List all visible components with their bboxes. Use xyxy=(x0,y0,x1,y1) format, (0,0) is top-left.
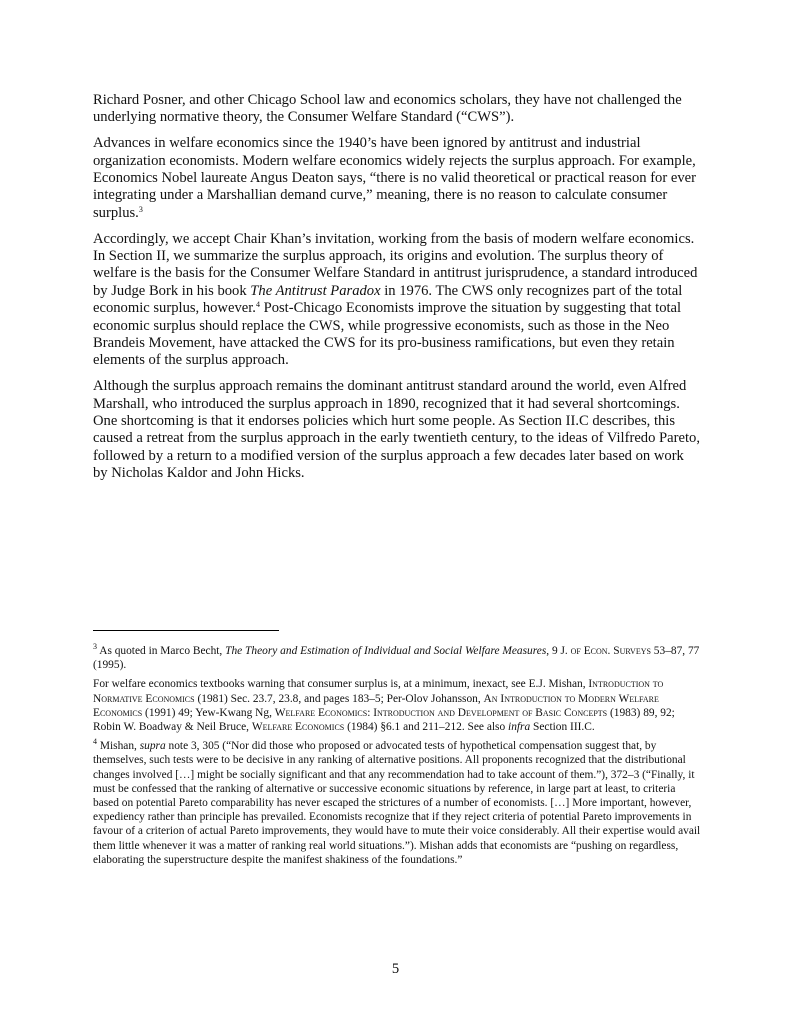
paragraph-3-text-c: Post-Chicago Economists improve the situation by suggesting that total economic surplus should replace the CWS, while progressive economists, such as those in the Neo Brandeis Movement, have attacked the CWS for its pro-business ramifications, but even they retain elements of the surplus approach. xyxy=(93,300,682,369)
footnote-4-number: 4 xyxy=(93,737,97,747)
main-text xyxy=(93,92,701,491)
footnote-3b-text-a: For welfare economics textbooks warning that consumer surplus is, at a minimum, inexact, see E.J. Mishan, xyxy=(93,678,589,691)
footnote-3-text-b: , 9 J. xyxy=(546,645,571,657)
footnote-3b-book-4: Welfare Economics xyxy=(251,721,345,734)
paragraph-3-text-a: Accordingly, we accept Chair Khan’s invitation, working from the basis of modern welfare economics. In Section II, we summarize the surplus approach, its origins and evolution. The surplus theory of welfare is the basis for the Consumer Welfare Standard in antitrust jurisprudence, a standard introduced by Judge Bork in his book xyxy=(93,230,698,299)
paragraph-3 xyxy=(93,231,701,370)
footnote-4 xyxy=(93,739,701,867)
footnote-3b-infra: infra xyxy=(508,721,531,734)
footnote-3b-book-3: Welfare Economics: Introduction and Development of Basic Concepts xyxy=(274,706,608,719)
footnote-3b-text-d: (1983) 89, 92; Robin W. Boadway & Neil Bruce, xyxy=(93,706,675,734)
footnote-3b-text-f: Section III.C. xyxy=(530,721,595,734)
paragraph-2-text: Advances in welfare economics since the 1940’s have been ignored by antitrust and industrial organization economists. Modern welfare economics widely rejects the surplus approach. For example, Economics Nobel laureate Angus Deaton says, “there is no valid theoretical or practical reason for ever integrating under a Marshallian demand curve,” meaning, there is no reason to calculate consumer surplus. xyxy=(93,135,696,221)
footnote-3b-text-c: (1991) 49; Yew-Kwang Ng, xyxy=(142,706,275,719)
footnote-3b-book-2: An Introduction to Modern Welfare Economics xyxy=(93,692,659,719)
page-number: 5 xyxy=(391,961,400,977)
footnote-4-supra: supra xyxy=(139,740,166,753)
footnote-4-text-b: note 3, 305 (“Nor did those who proposed or advocated tests of hypothetical compensation suggest that, by themselves, such tests were to be decisive in any ranking of alternative positions. All proponents recognized that the distributional changes involved […] might be socially significant and that any recommendation had to take account of them.”), 372–3 (“Finally, it must be confessed that the ranking of alternative or successive economic situations by reference, in large part at least, to criteria based on potential Pareto comparability has never escaped the strictures of a number of economists. […] More important, however, expediency rather than principle has prevailed. Economists recognize that if they reject criteria of potential Pareto improvements in favour of a criterion of actual Pareto improvements, they would have to mute their voice considerably. All their expertise would avail them little whenever it was a matter of ranking real world situations.”). Mishan adds that economists are “pushing on regardless, elaborating the superstructure despite the manifest shakiness of the foundations.” xyxy=(93,740,701,866)
footnote-ref-3[interactable]: 3 xyxy=(138,204,143,214)
paragraph-4-text: Although the surplus approach remains the dominant antitrust standard around the world, even Alfred Marshall, who introduced the surplus approach in 1890, recognized that it had several shortcomings. One shortcoming is that it endorses policies which hurt some people. As Section II.C describes, this caused a retreat from the surplus approach in the early twentieth century, to the ideas of Vilfredo Pareto, followed by a return to a modified version of the surplus approach a few decades later based on work by Nicholas Kaldor and John Hicks. xyxy=(93,378,700,482)
footnote-separator xyxy=(93,630,279,631)
footnotes xyxy=(93,630,701,872)
footnote-3-continued xyxy=(93,677,701,734)
footnote-3-article-title: The Theory and Estimation of Individual and Social Welfare Measures xyxy=(225,645,547,657)
footnote-3b-book-1: Introduction to Normative Economics xyxy=(93,678,664,705)
book-title: The Antitrust Paradox xyxy=(250,282,381,299)
footnote-ref-4[interactable]: 4 xyxy=(255,300,260,310)
paragraph-4 xyxy=(93,378,701,482)
footnote-3b-text-b: (1981) Sec. 23.7, 23.8, and pages 183–5; Per-Olov Johansson, xyxy=(194,692,484,705)
footnote-3-text-c: 53–87, 77 (1995). xyxy=(93,645,700,672)
paragraph-2 xyxy=(93,135,701,222)
footnote-3-journal: of Econ. Surveys xyxy=(570,645,651,657)
footnote-3b-text-e: (1984) §6.1 and 211–212. See also xyxy=(344,721,509,734)
footnote-3-text-a: As quoted in Marco Becht, xyxy=(97,645,226,657)
paragraph-1 xyxy=(93,92,701,127)
paragraph-3-text-b: in 1976. The CWS only recognizes part of the total economic surplus, however. xyxy=(93,282,683,317)
footnote-3 xyxy=(93,644,701,672)
paragraph-1-text: Richard Posner, and other Chicago School law and economics scholars, they have not challenged the underlying normative theory, the Consumer Welfare Standard (“CWS”). xyxy=(93,92,682,126)
footnote-4-text-a: Mishan, xyxy=(97,740,140,753)
footnote-3-number: 3 xyxy=(93,642,97,651)
